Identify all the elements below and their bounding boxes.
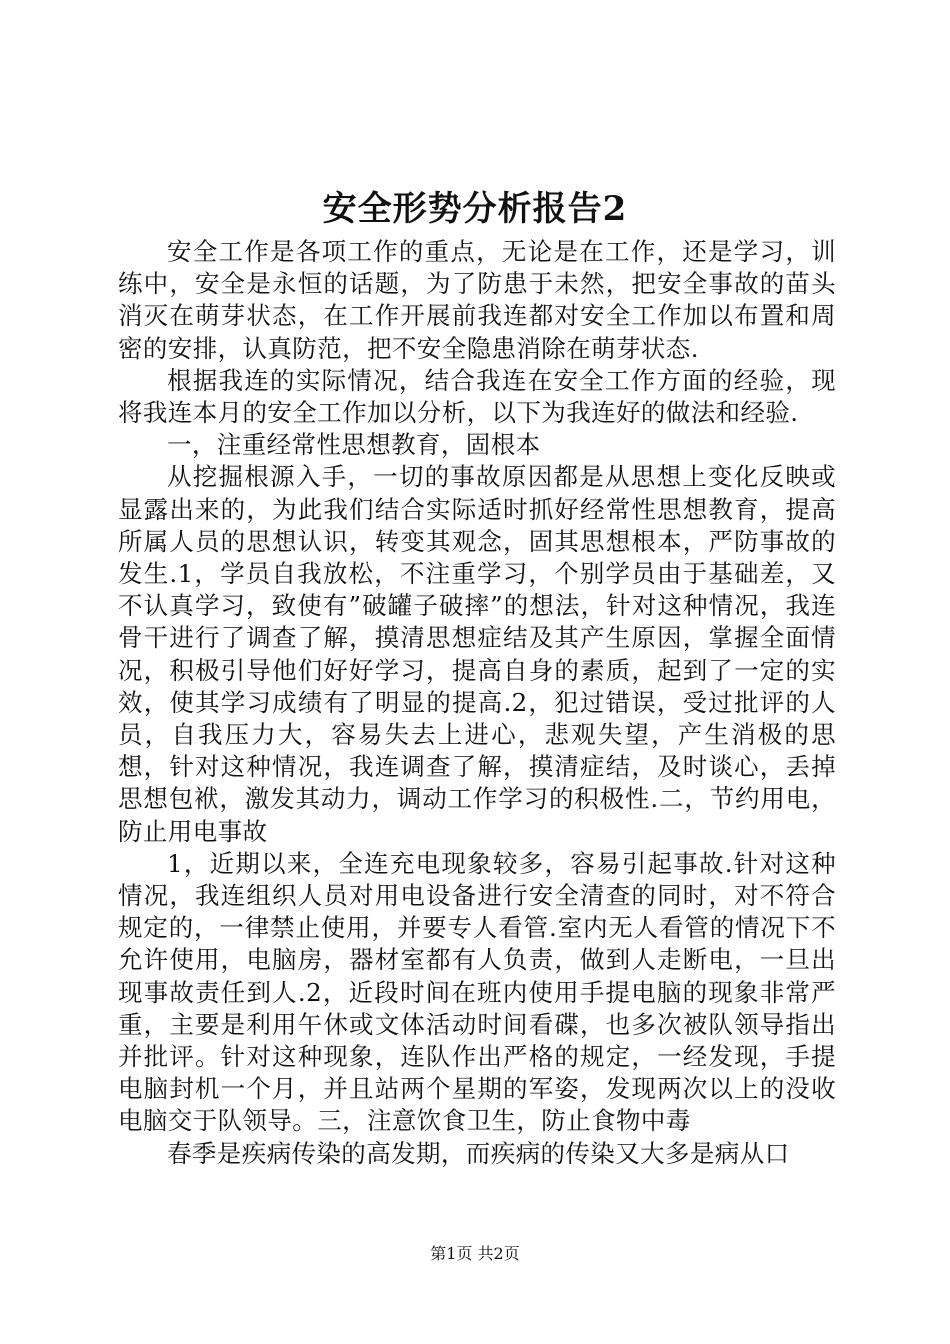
paragraph-overview: 根据我连的实际情况，结合我连在安全工作方面的经验，现将我连本月的安全工作加以分析，以下为我连好的做法和经验. <box>118 365 836 428</box>
paragraph-section-2: 1，近期以来，全连充电现象较多，容易引起事故.针对这种情况，我连组织人员对用电设备进行安全清查的同时，对不符合规定的，一律禁止使用，并要专人看管.室内无人看管的情况下不允许使用，电脑房，器材室都有人负责，做到人走断电，一旦出现事故责任到人.2，近段时间在班内使用手提电脑的现象非常严重，主要是利用午休或文体活动时间看碟，也多次被队领导指出并批评。针对这种现象，连队作出严格的规定，一经发现，手提电脑封机一个月，并且站两个星期的军姿，发现两次以上的没收电脑交于队领导。三，注意饮食卫生，防止食物中毒 <box>118 848 836 1136</box>
document-body <box>118 236 836 1170</box>
paragraph-intro: 安全工作是各项工作的重点，无论是在工作，还是学习，训练中，安全是永恒的话题，为了防患于未然，把安全事故的苗头消灭在萌芽状态，在工作开展前我连都对安全工作加以布置和周密的安排，认真防范，把不安全隐患消除在萌芽状态. <box>118 237 836 363</box>
document-title: 安全形势分析报告2 <box>322 189 628 229</box>
page-number-footer: 第1页 共2页 <box>430 1244 520 1263</box>
paragraph-section-3: 春季是疾病传染的高发期，而疾病的传染又大多是病从口 <box>167 1138 790 1168</box>
section-heading-1: 一，注重经常性思想教育，固根本 <box>167 430 541 460</box>
paragraph-section-1: 从挖掘根源入手，一切的事故原因都是从思想上变化反映或显露出来的，为此我们结合实际适时抓好经常性思想教育，提高所属人员的思想认识，转变其观念，固其思想根本，严防事故的发生.1，学员自我放松，不注重学习，个别学员由于基础差，又不认真学习，致使有”破罐子破摔”的想法，针对这种情况，我连骨干进行了调查了解，摸清思想症结及其产生原因，掌握全面情况，积极引导他们好好学习，提高自身的素质，起到了一定的实效，使其学习成绩有了明显的提高.2，犯过错误，受过批评的人员，自我压力大，容易失去上进心，悲观失望，产生消极的思想，针对这种情况，我连调查了解，摸清症结，及时谈心，丢掉思想包袱，激发其动力，调动工作学习的积极性.二，节约用电，防止用电事故 <box>118 462 836 846</box>
